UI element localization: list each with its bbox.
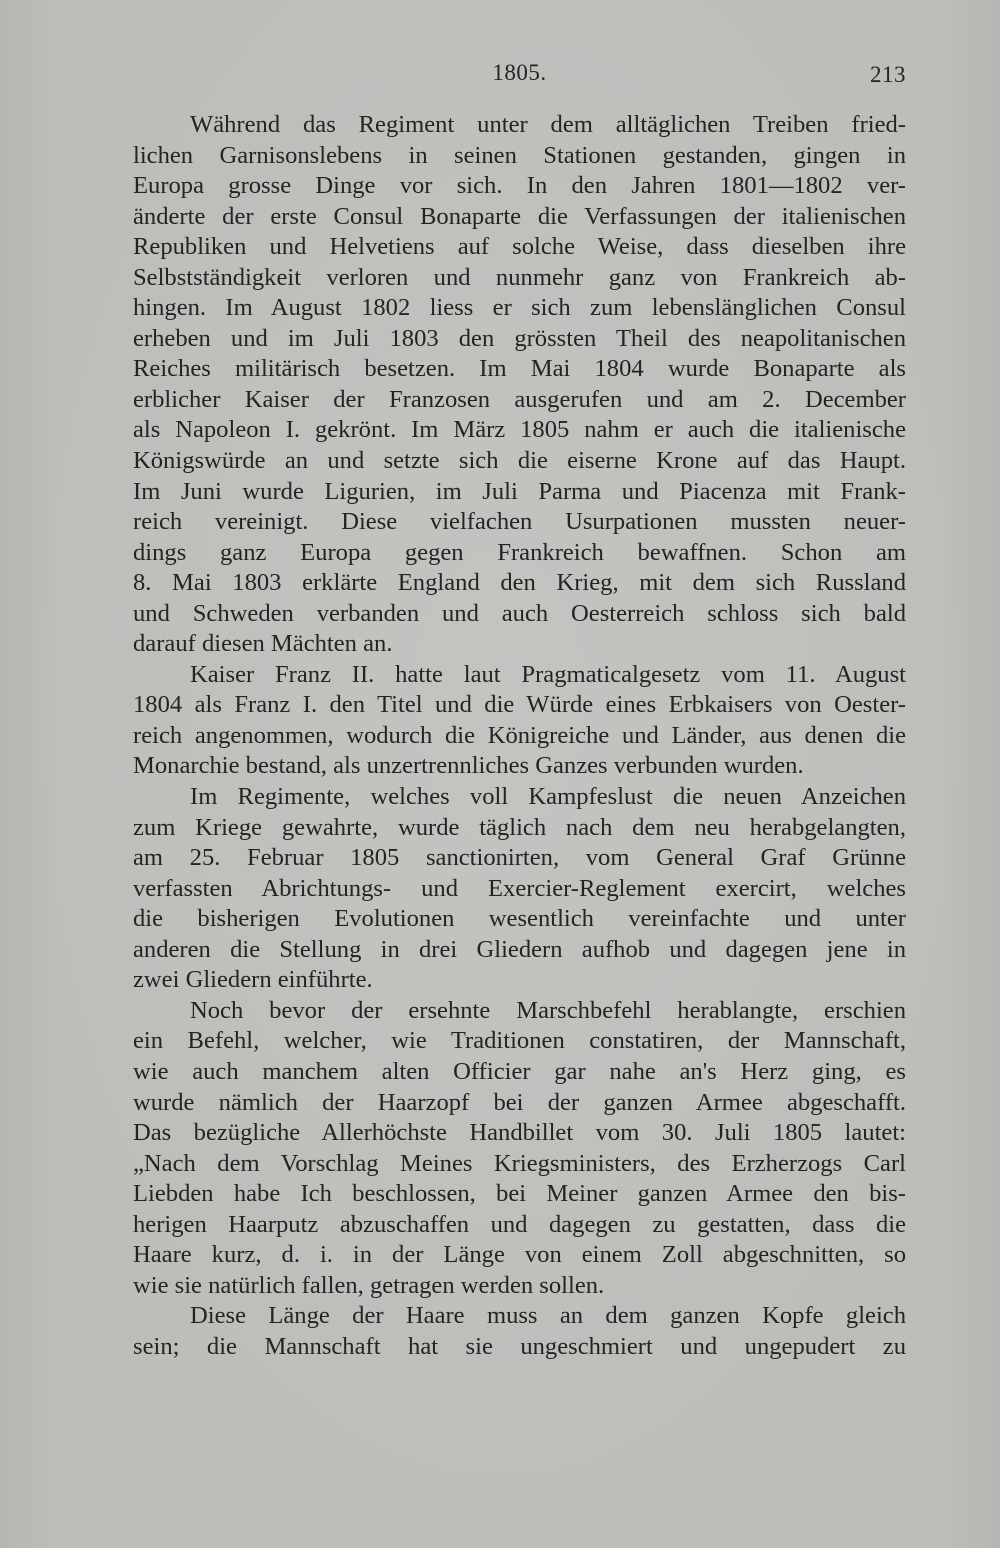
text-line: lichen Garnisonslebens in seinen Stationen gestanden, gingen in	[133, 141, 906, 169]
text-line: erheben und im Juli 1803 den grössten Theil des neapolitanischen	[133, 324, 906, 352]
text-line: und Schweden verbanden und auch Oesterreich schloss sich bald	[133, 599, 906, 627]
text-line: Reiches militärisch besetzen. Im Mai 1804 wurde Bonaparte als	[133, 355, 906, 383]
text-line: Republiken und Helvetiens auf solche Weise, dass dieselben ihre	[133, 233, 906, 261]
text-line: 1804 als Franz I. den Titel und die Würde eines Erbkaisers von Oester-	[133, 691, 906, 719]
text-line: reich angenommen, wodurch die Königreiche und Länder, aus denen die	[133, 721, 906, 749]
text-line: wie sie natürlich fallen, getragen werden sollen.	[133, 1271, 605, 1299]
text-line: herigen Haarputz abzuschaffen und dagegen zu gestatten, dass die	[133, 1210, 906, 1238]
text-line: Europa grosse Dinge vor sich. In den Jahren 1801—1802 ver-	[133, 172, 906, 200]
text-line: Haare kurz, d. i. in der Länge von einem Zoll abgeschnitten, so	[133, 1241, 906, 1269]
text-line: wurde nämlich der Haarzopf bei der ganzen Armee abgeschafft.	[133, 1088, 906, 1116]
text-line: Selbstständigkeit verloren und nunmehr ganz von Frankreich ab-	[133, 263, 906, 291]
paragraph	[133, 660, 906, 782]
text-line: Im Juni wurde Ligurien, im Juli Parma und Piacenza mit Frank-	[133, 477, 906, 505]
text-line: als Napoleon I. gekrönt. Im März 1805 nahm er auch die italienische	[133, 416, 906, 444]
text-line: 8. Mai 1803 erklärte England den Krieg, mit dem sich Russland	[133, 569, 906, 597]
text-line: darauf diesen Mächten an.	[133, 630, 393, 658]
text-line: „Nach dem Vorschlag Meines Kriegsministers, des Erzherzogs Carl	[133, 1149, 906, 1177]
paragraph	[133, 996, 906, 1301]
text-line: Während das Regiment unter dem alltäglichen Treiben fried-	[190, 111, 906, 138]
text-line: Königswürde an und setzte sich die eiserne Krone auf das Haupt.	[133, 447, 906, 475]
text-line: Noch bevor der ersehnte Marschbefehl herablangte, erschien	[190, 996, 906, 1024]
text-line: hingen. Im August 1802 liess er sich zum lebenslänglichen Consul	[133, 294, 906, 322]
page-number: 213	[870, 62, 906, 87]
text-line: zum Kriege gewahrte, wurde täglich nach dem neu herabgelangten,	[133, 813, 906, 841]
text-line: verfassten Abrichtungs- und Exercier-Reglement exercirt, welches	[133, 874, 906, 902]
paragraph	[133, 1301, 906, 1362]
text-line: Diese Länge der Haare muss an dem ganzen Kopfe gleich	[190, 1302, 906, 1330]
text-line: anderen die Stellung in drei Gliedern aufhob und dagegen jene in	[133, 935, 906, 963]
text-line: Im Regimente, welches voll Kampfeslust die neuen Anzeichen	[190, 783, 906, 811]
text-line: die bisherigen Evolutionen wesentlich vereinfachte und unter	[133, 905, 906, 933]
text-line: sein; die Mannschaft hat sie ungeschmiert und ungepudert zu	[133, 1332, 906, 1360]
body-text	[133, 110, 906, 1362]
running-head	[133, 60, 906, 90]
running-head-year: 1805.	[492, 60, 547, 85]
text-line: ein Befehl, welcher, wie Traditionen constatiren, der Mannschaft,	[133, 1027, 906, 1055]
text-line: reich vereinigt. Diese vielfachen Usurpationen mussten neuer-	[133, 508, 906, 536]
text-line: Kaiser Franz II. hatte laut Pragmaticalgesetz vom 11. August	[190, 660, 906, 688]
text-line: änderte der erste Consul Bonaparte die Verfassungen der italienischen	[133, 202, 906, 230]
text-line: Monarchie bestand, als unzertrennliches Ganzes verbunden wurden.	[133, 752, 804, 780]
text-line: Das bezügliche Allerhöchste Handbillet vom 30. Juli 1805 lautet:	[133, 1119, 906, 1147]
paragraph	[133, 782, 906, 996]
text-line: wie auch manchem alten Officier gar nahe an's Herz ging, es	[133, 1057, 906, 1085]
text-line: zwei Gliedern einführte.	[133, 966, 373, 994]
text-line: am 25. Februar 1805 sanctionirten, vom General Graf Grünne	[133, 844, 906, 872]
text-line: erblicher Kaiser der Franzosen ausgerufen und am 2. December	[133, 385, 906, 413]
text-line: dings ganz Europa gegen Frankreich bewaffnen. Schon am	[133, 538, 906, 566]
paragraph	[133, 110, 906, 660]
text-line: Liebden habe Ich beschlossen, bei Meiner ganzen Armee den bis-	[133, 1180, 906, 1208]
